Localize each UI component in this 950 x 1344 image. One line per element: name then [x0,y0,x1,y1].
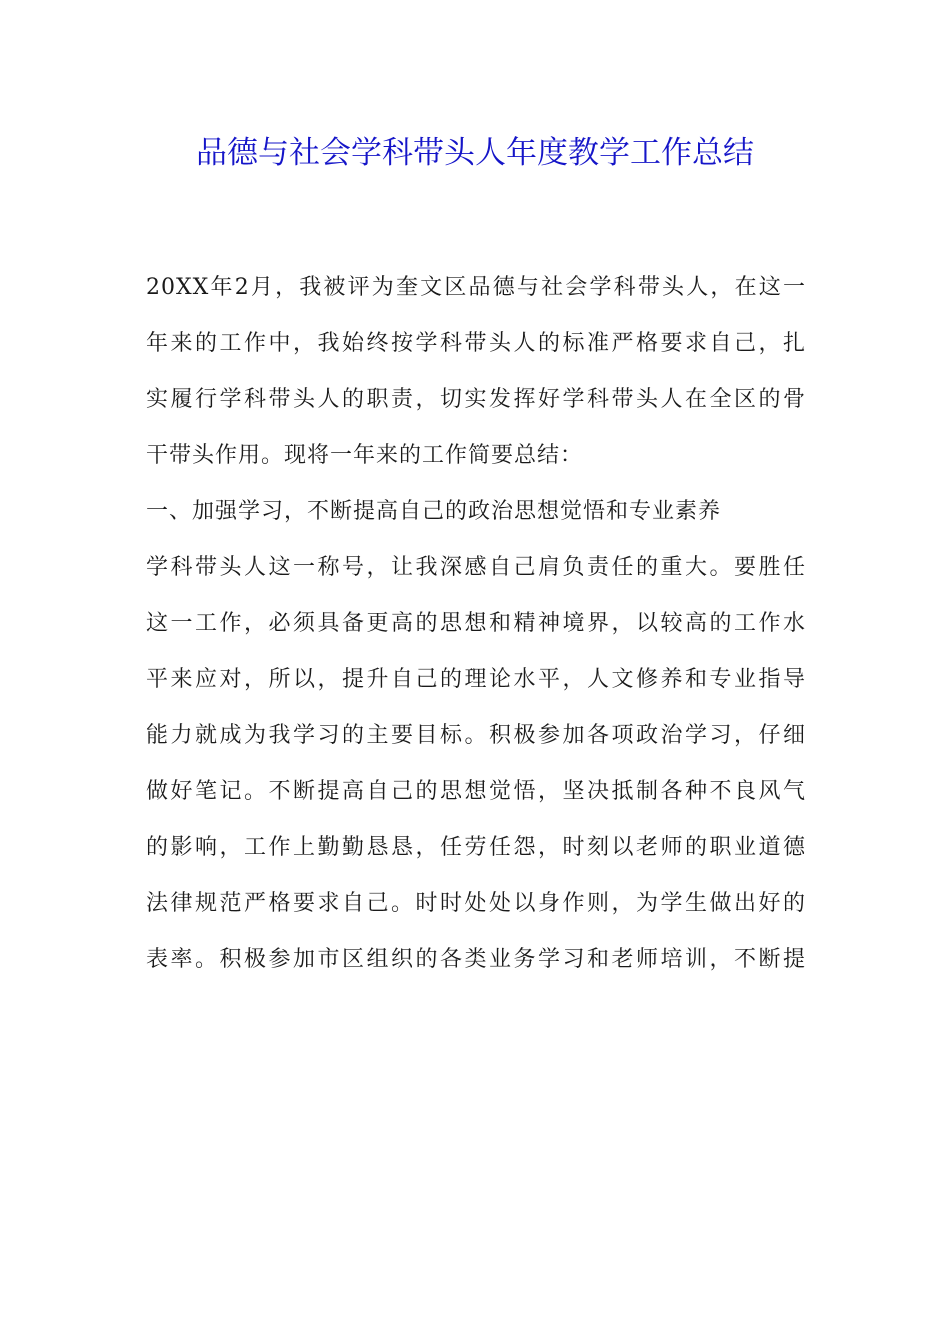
body-line-3: 实履行学科带头人的职责，切实发挥好学科带头人在全区的骨 [146,387,806,412]
body-line-7: 这一工作，必须具备更高的思想和精神境界，以较高的工作水 [146,611,806,636]
body-line-1: 20XX年2月，我被评为奎文区品德与社会学科带头人，在这一 [146,275,806,300]
body-line-12: 法律规范严格要求自己。时时处处以身作则，为学生做出好的 [146,891,806,916]
document-title: 品德与社会学科带头人年度教学工作总结 [196,135,754,171]
body-line-8: 平来应对，所以，提升自己的理论水平，人文修养和专业指导 [146,667,806,692]
body-line-11: 的影响，工作上勤勤恳恳，任劳任怨，时刻以老师的职业道德 [146,835,806,860]
body-line-13: 表率。积极参加市区组织的各类业务学习和老师培训，不断提 [146,947,806,972]
body-line-6: 学科带头人这一称号，让我深感自己肩负责任的重大。要胜任 [146,555,806,580]
document-body [146,260,806,988]
body-line-4: 干带头作用。现将一年来的工作简要总结： [146,443,584,468]
body-line-10: 做好笔记。不断提高自己的思想觉悟，坚决抵制各种不良风气 [146,779,806,804]
section-heading-1: 一、加强学习，不断提高自己的政治思想觉悟和专业素养 [146,499,722,524]
body-line-2: 年来的工作中，我始终按学科带头人的标准严格要求自己，扎 [146,331,806,356]
body-line-9: 能力就成为我学习的主要目标。积极参加各项政治学习，仔细 [146,723,806,748]
